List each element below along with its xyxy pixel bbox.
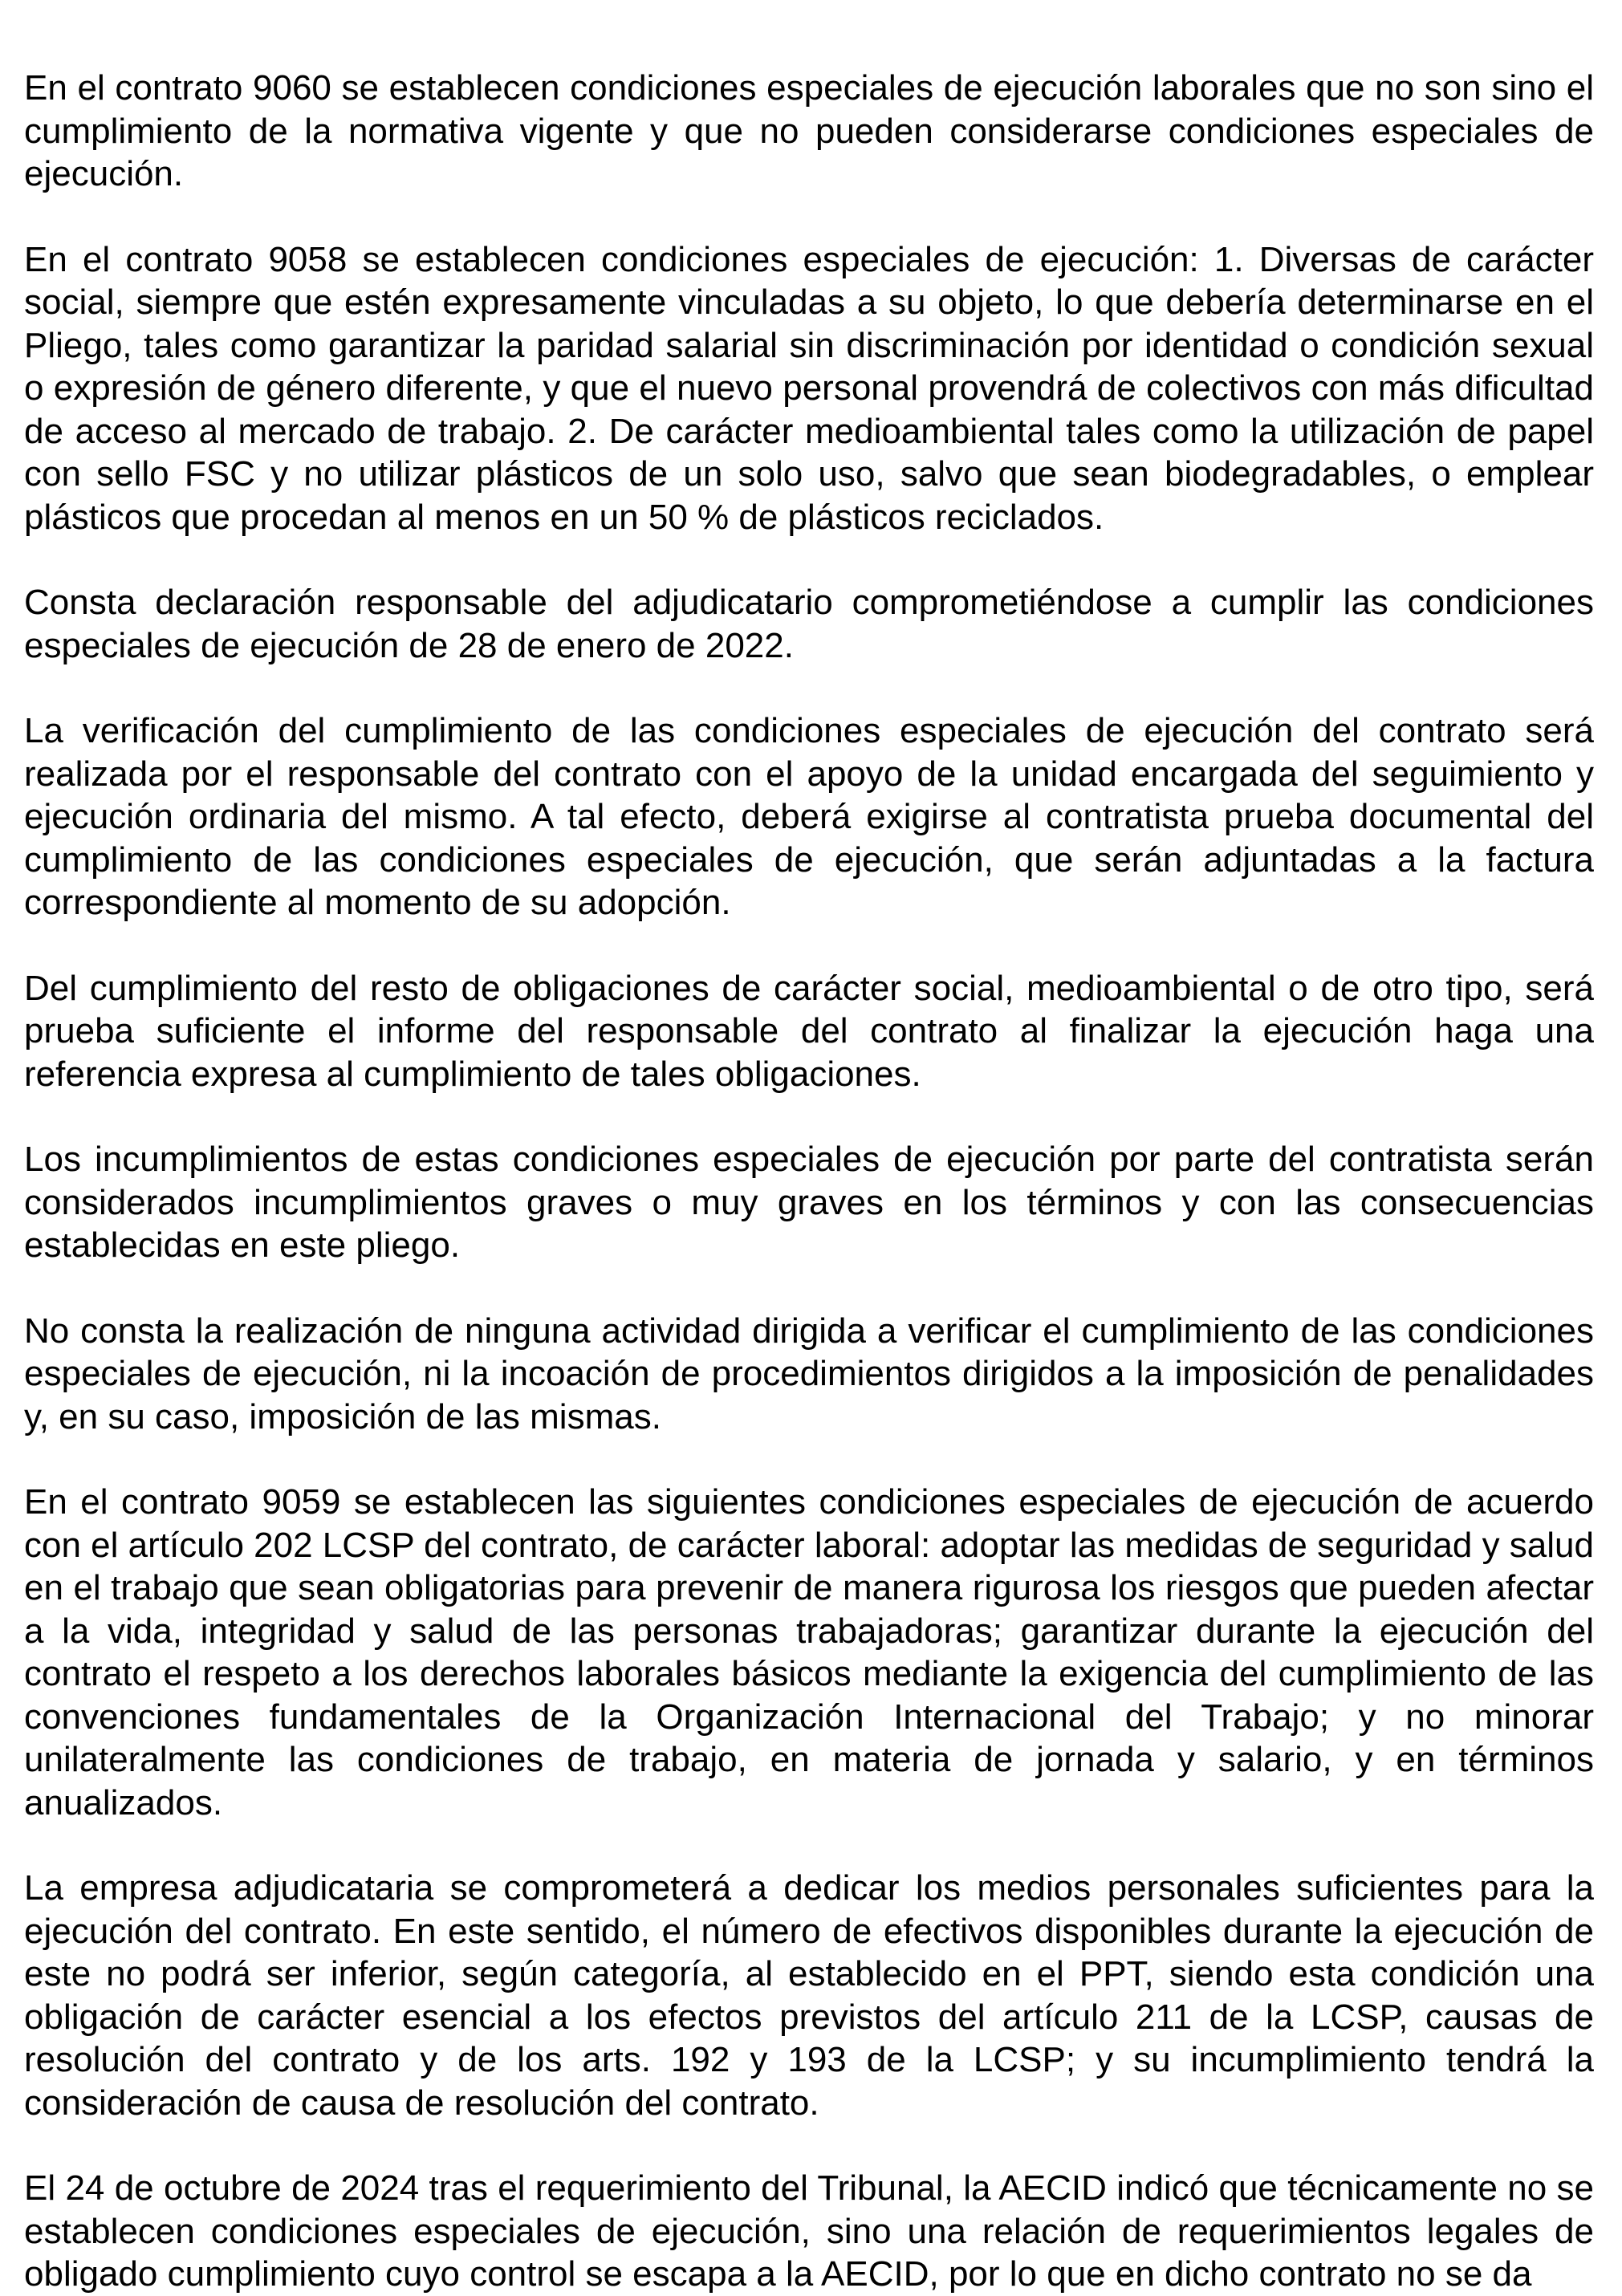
paragraph-incumplimientos: Los incumplimientos de estas condiciones especiales de ejecución por parte del contratista serán considerados incumplimientos graves o muy graves en los términos y con las consecuencias establecidas en este pliego. xyxy=(24,1140,1594,1265)
paragraph-empresa-adjudicataria: La empresa adjudicataria se comprometerá a dedicar los medios personales suficientes para la ejecución del contrato. En este sentido, el número de efectivos disponibles durante la ejecución de este no podrá ser inferior, según categoría, al establecido en el PPT, siendo esta condición una obligación de carácter esencial a los efectos previstos del artículo 211 de la LCSP, causas de resolución del contrato y de los arts. 192 y 193 de la LCSP; y su incumplimiento tendrá la consideración de causa de resolución del contrato. xyxy=(24,1868,1594,2123)
paragraph-verificacion: La verificación del cumplimiento de las condiciones especiales de ejecución del contrato será realizada por el responsable del contrato con el apoyo de la unidad encargada del seguimiento y ejecución ordinaria del mismo. A tal efecto, deberá exigirse al contratista prueba documental del cumplimiento de las condiciones especiales de ejecución, que serán adjuntadas a la factura correspondiente al momento de su adopción. xyxy=(24,711,1594,922)
paragraph-contrato-9059: En el contrato 9059 se establecen las siguientes condiciones especiales de ejecución de acuerdo con el artículo 202 LCSP del contrato, de carácter laboral: adoptar las medidas de seguridad y salud en el trabajo que sean obligatorias para prevenir de manera rigurosa los riesgos que pueden afectar a la vida, integridad y salud de las personas trabajadoras; garantizar durante la ejecución del contrato el respeto a los derechos laborales básicos mediante la exigencia del cumplimiento de las convenciones fundamentales de la Organización Internacional del Trabajo; y no minorar unilateralmente las condiciones de trabajo, en materia de jornada y salario, y en términos anualizados. xyxy=(24,1482,1594,1823)
paragraph-no-consta: No consta la realización de ninguna actividad dirigida a verificar el cumplimiento de las condiciones especiales de ejecución, ni la incoación de procedimientos dirigidos a la imposición de penalidades y, en su caso, imposición de las mismas. xyxy=(24,1311,1594,1437)
paragraph-declaracion-responsable: Consta declaración responsable del adjudicatario comprometiéndose a cumplir las condiciones especiales de ejecución de 28 de enero de 2022. xyxy=(24,583,1594,665)
paragraph-requerimiento-tribunal: El 24 de octubre de 2024 tras el requerimiento del Tribunal, la AECID indicó que técnicamente no se establecen condiciones especiales de ejecución, sino una relación de requerimientos legales de obligado cumplimiento cuyo control se escapa a la AECID, por lo que en dicho contrato no se da xyxy=(24,2168,1594,2294)
paragraph-contrato-9060: En el contrato 9060 se establecen condiciones especiales de ejecución laborales que no son sino el cumplimiento de la normativa vigente y que no pueden considerarse condiciones especiales de ejecución. xyxy=(24,68,1594,193)
paragraph-resto-obligaciones: Del cumplimiento del resto de obligaciones de carácter social, medioambiental o de otro tipo, será prueba suficiente el informe del responsable del contrato al finalizar la ejecución haga una referencia expresa al cumplimiento de tales obligaciones. xyxy=(24,968,1594,1094)
paragraph-contrato-9058: En el contrato 9058 se establecen condiciones especiales de ejecución: 1. Diversas de carácter social, siempre que estén expresamente vinculadas a su objeto, lo que debería determinarse en el Pliego, tales como garantizar la paridad salarial sin discriminación por identidad o condición sexual o expresión de género diferente, y que el nuevo personal provendrá de colectivos con más dificultad de acceso al mercado de trabajo. 2. De carácter medioambiental tales como la utilización de papel con sello FSC y no utilizar plásticos de un solo uso, salvo que sean biodegradables, o emplear plásticos que procedan al menos en un 50 % de plásticos reciclados. xyxy=(24,239,1594,537)
